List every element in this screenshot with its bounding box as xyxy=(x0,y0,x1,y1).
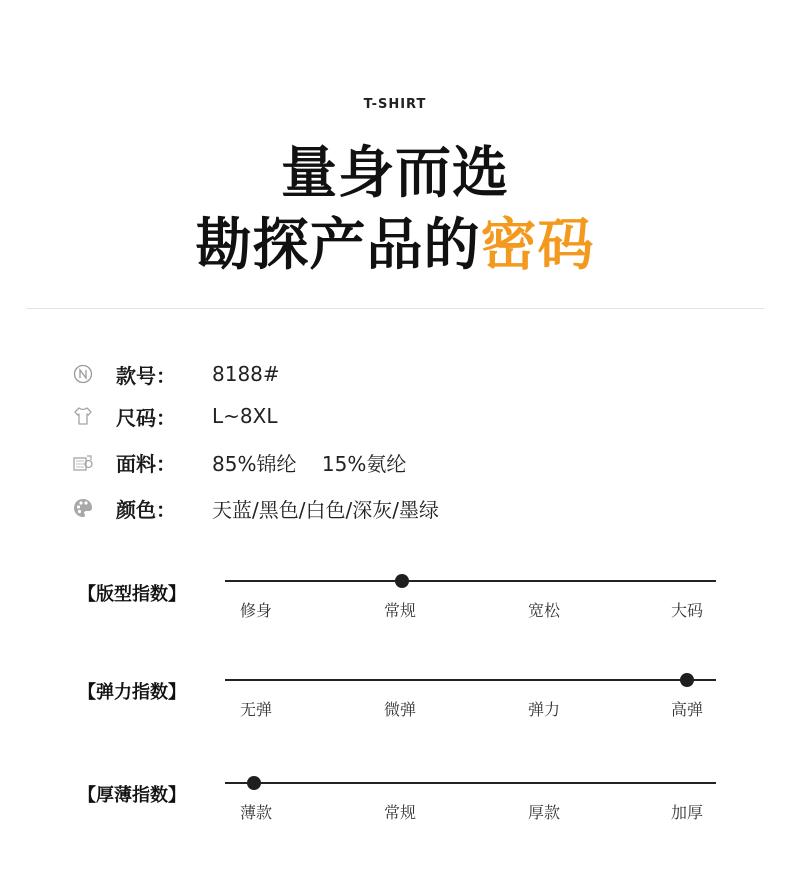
headline-line-2 xyxy=(0,214,790,278)
subtitle: T-SHIRT xyxy=(363,97,427,112)
scale-label: 宽松 xyxy=(527,601,560,620)
scale-label: 加厚 xyxy=(670,803,703,822)
headline-line-2-accent: 密码 xyxy=(480,213,595,278)
headline-line-1: 量身而选 xyxy=(281,141,509,206)
index-title: 【厚薄指数】 xyxy=(78,785,186,806)
spec-label: 面料： xyxy=(116,451,176,476)
scale-line xyxy=(225,580,716,582)
index-title: 【弹力指数】 xyxy=(78,682,186,703)
scale-indicator xyxy=(680,673,694,687)
spec-value: L~8XL xyxy=(212,404,278,428)
spec-label: 尺码： xyxy=(116,405,176,430)
spec-row-fabric xyxy=(72,447,406,477)
spec-value: 85%锦纶 15%氨纶 xyxy=(212,451,407,476)
scale-label: 薄款 xyxy=(239,803,272,822)
spec-row-color xyxy=(72,493,439,523)
palette-icon xyxy=(72,497,94,519)
scale-label: 大码 xyxy=(670,601,703,620)
scale-label: 厚款 xyxy=(527,803,560,822)
scale-label: 高弹 xyxy=(670,700,703,719)
fabric-icon xyxy=(72,451,94,473)
spec-label: 款号： xyxy=(116,363,176,388)
scale-label: 修身 xyxy=(239,601,272,620)
scale-label: 微弹 xyxy=(383,700,416,719)
scale-indicator xyxy=(247,776,261,790)
scale-label: 常规 xyxy=(383,601,416,620)
spec-label: 颜色： xyxy=(116,497,176,522)
spec-row-size xyxy=(72,401,277,431)
scale-label: 常规 xyxy=(383,803,416,822)
spec-value: 8188# xyxy=(212,362,280,386)
spec-value: 天蓝/黑色/白色/深灰/墨绿 xyxy=(212,497,439,522)
scale-line xyxy=(225,782,716,784)
scale-indicator xyxy=(395,574,409,588)
spec-row-style-number xyxy=(72,359,280,389)
n-circle-icon xyxy=(72,363,94,385)
scale-label: 无弹 xyxy=(239,700,272,719)
scale-line xyxy=(225,679,716,681)
tshirt-icon xyxy=(72,405,94,427)
scale-label: 弹力 xyxy=(527,700,560,719)
headline-line-2-main: 勘探产品的 xyxy=(195,213,481,278)
divider xyxy=(26,308,764,309)
index-title: 【版型指数】 xyxy=(78,584,186,605)
